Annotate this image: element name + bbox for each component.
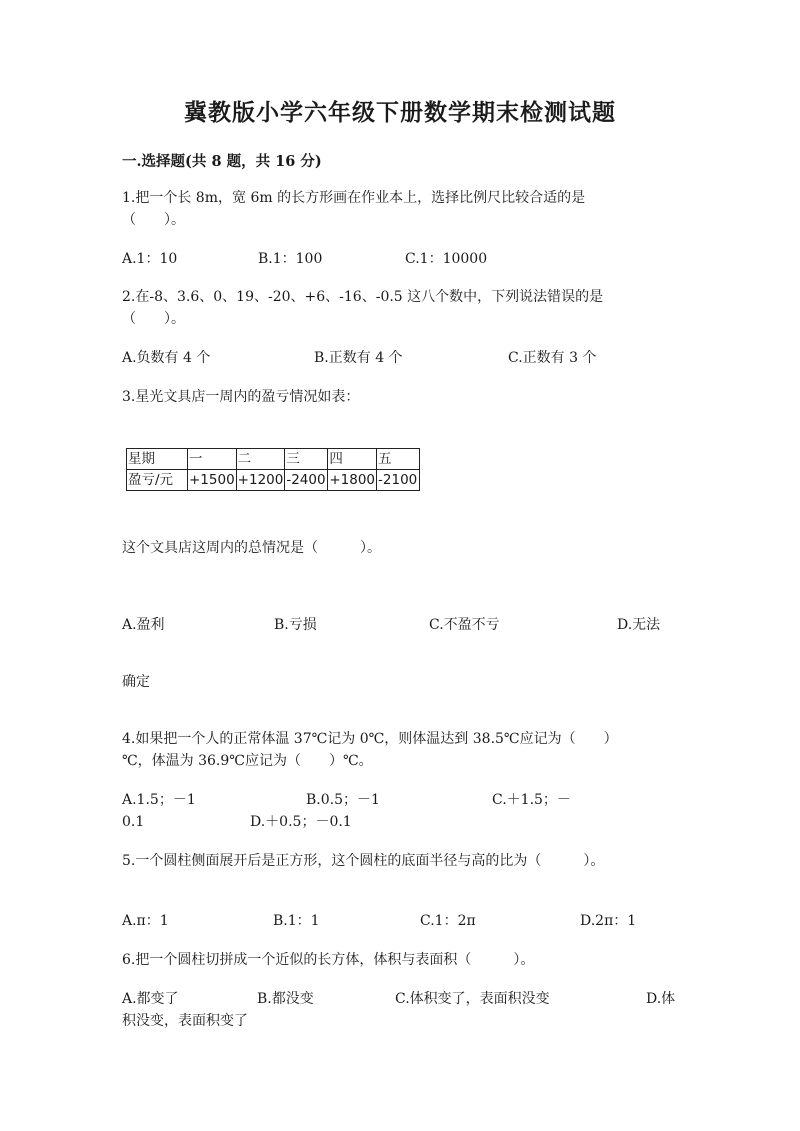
q6-text: 6.把一个圆柱切拼成一个近似的长方体，体积与表面积（ ）。 — [122, 952, 535, 968]
q4-option-c: C.＋1.5；－ — [492, 792, 571, 808]
q5-option-a: A.π：1 — [122, 913, 169, 929]
table-header-cell: 三 — [285, 449, 328, 470]
table-header-cell: 二 — [236, 449, 285, 470]
table-cell: +1800 — [328, 470, 377, 491]
q1-text: 1.把一个长 8m，宽 6m 的长方形画在作业本上，选择比例尺比较合适的是 — [122, 190, 586, 206]
q4-text: 4.如果把一个人的正常体温 37℃记为 0℃，则体温达到 38.5℃应记为（ ） — [122, 731, 618, 747]
q2-text: 2.在-8、3.6、0、19、-20、+6、-16、-0.5 这八个数中，下列说法错误的是 — [122, 289, 604, 305]
table-cell: -2400 — [285, 470, 328, 491]
q1-option-b: B.1：100 — [258, 251, 323, 267]
q5-option-c: C.1：2π — [420, 913, 476, 929]
table-cell: 盈亏/元 — [127, 470, 188, 491]
q6-option-d-cont: 积没变，表面积变了 — [122, 1013, 248, 1029]
profit-table — [126, 448, 420, 491]
table-row — [127, 470, 420, 491]
q5-option-b: B.1：1 — [273, 913, 320, 929]
q6-option-b: B.都没变 — [257, 991, 314, 1007]
table-header-cell: 一 — [188, 449, 237, 470]
q3-option-a: A.盈利 — [122, 617, 165, 633]
q4-option-a: A.1.5；－1 — [122, 792, 196, 808]
q2-option-a: A.负数有 4 个 — [122, 350, 211, 366]
q2-option-b: B.正数有 4 个 — [314, 350, 403, 366]
q5-text: 5.一个圆柱侧面展开后是正方形，这个圆柱的底面半径与高的比为（ ）。 — [122, 853, 605, 869]
table-header-cell: 四 — [328, 449, 377, 470]
q4-option-d: D.＋0.5；－0.1 — [250, 814, 352, 830]
q6-option-d: D.体 — [646, 991, 676, 1007]
q3-option-c: C.不盈不亏 — [429, 617, 500, 633]
section-heading: 一.选择题(共 8 题，共 16 分) — [122, 153, 322, 170]
q1-text-cont: （ ）。 — [122, 212, 185, 228]
table-cell: -2100 — [377, 470, 420, 491]
q4-option-b: B.0.5；－1 — [306, 792, 380, 808]
table-row — [127, 449, 420, 470]
q1-option-c: C.1：10000 — [405, 251, 488, 267]
q3-option-b: B.亏损 — [274, 617, 317, 633]
q6-option-c: C.体积变了，表面积没变 — [395, 991, 550, 1007]
q4-option-c-cont: 0.1 — [122, 814, 145, 830]
q4-text-cont: ℃，体温为 36.9℃应记为（ ）℃。 — [122, 753, 373, 769]
q3-option-d-cont: 确定 — [122, 674, 150, 690]
q3-text: 3.星光文具店一周内的盈亏情况如表： — [122, 389, 360, 405]
table-cell: +1500 — [188, 470, 237, 491]
table-header-cell: 五 — [377, 449, 420, 470]
q2-text-cont: （ ）。 — [122, 311, 185, 327]
q3-option-d: D.无法 — [617, 617, 661, 633]
page-title: 冀教版小学六年级下册数学期末检测试题 — [184, 99, 616, 126]
q3-question: 这个文具店这周内的总情况是（ ）。 — [122, 540, 381, 556]
q5-option-d: D.2π：1 — [580, 913, 637, 929]
table-header-cell: 星期 — [127, 449, 188, 470]
q1-option-a: A.1：10 — [122, 251, 178, 267]
q2-option-c: C.正数有 3 个 — [508, 350, 597, 366]
table-cell: +1200 — [236, 470, 285, 491]
q6-option-a: A.都变了 — [122, 991, 179, 1007]
